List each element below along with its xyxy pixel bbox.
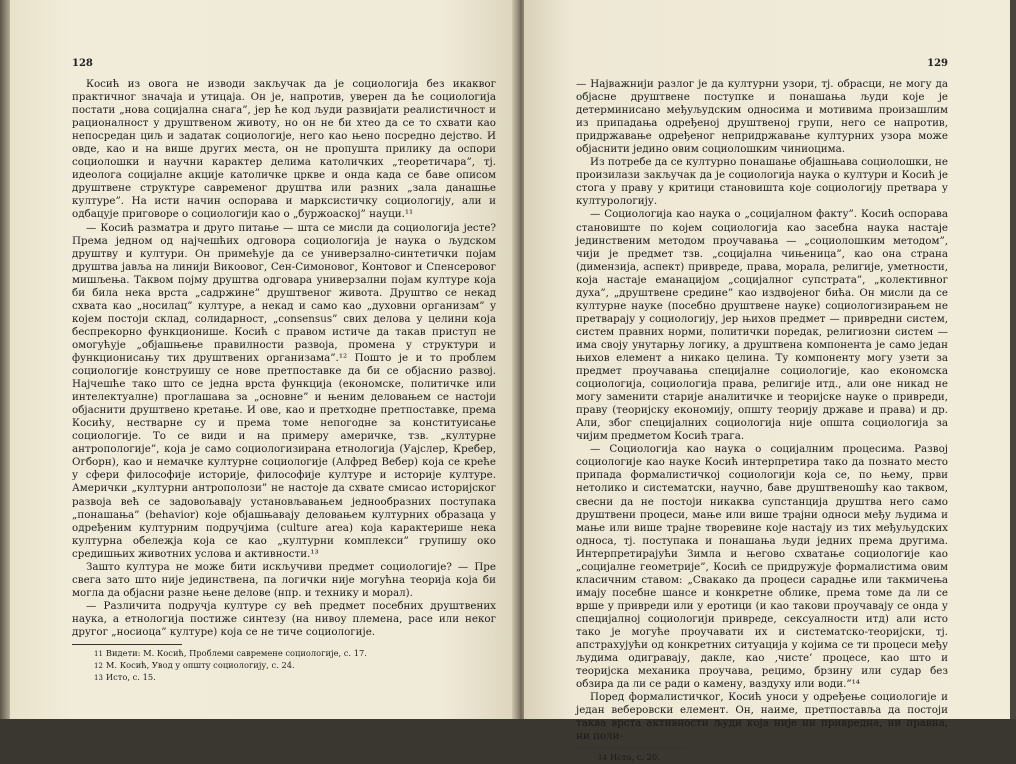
paragraph: — Социологија као наука о „социјалном факту”. Косић оспорава становиште по којем социологија као засебна наука настаје јединственим методом проучавања — „социолошким методом”, чији је предмет тзв. „социјална чињеница”, као она страна (димензија, аспект) привреде, права, морала, религије, уметности, која настаје еманацијом „социјалног супстрата”, „колективног духа”, „друштвене средине” као издвојеног бића. Он мисли да се културне науке (посебно друштвене науке) социологизирањем не претварају у социологију, јер њихов предмет — привредни систем, систем правних норми, политички поредак, религиозни систем — има своју унутарњу логику, а друштвена компонента је само један њихов елемент а никако целина. Ту компоненту могу узети за предмет проучавања специјалне социологије, као економска социологија, социологија права, религије итд., али оне никад не могу заменити старије аналитичке и теоријске науке о привреди, праву (теоријску економију, општу теорију државе и права) и др. Али, због специјалних социологија није општа социологија за чијим предметом Косић трага. xyxy=(576,208,948,443)
footnote-rule xyxy=(576,748,686,749)
paragraph: Косић из овога не изводи закључак да је социологија без икаквог практичног значаја и утицаја. Он је, напротив, уверен да ће социологија постати „нова социјална снага”, јер ће код људи развијати реалистичност и рационалност у друштвеном животу, но он не би хтео да се то схвати као непосредан циљ и задатак социологије, него као њено посредно дејство. И овде, као и на више других места, он не пропушта прилику да оспори социолошки и научни карактер делима католичких „теоретичара”, тј. идеолога социјалне акције католичке цркве и онда када се баве описом друштвене структуре савременог друштва или разних „зала данашње културе”. На исти начин оспорава и марксистичку социологију, али и одбацује приговоре о социологији као о „буржоаској” науци.¹¹ xyxy=(72,78,496,221)
footnote-mark: 12 xyxy=(94,662,103,671)
right-page-number: 129 xyxy=(927,58,948,69)
book-right-edge xyxy=(1010,0,1016,719)
paragraph: — Најважнији разлог је да културни узори, тј. обрасци, не могу да објасне друштвене поступке и понашања људи које је детерминисано међуљудским односима и мотивима произашлим из припадања одређеној друштвеној групи, него се напротив, придржавање одређеног непридржавање културних узора може објаснити једино овим социолошким чиниоцима. xyxy=(576,78,948,156)
footnote xyxy=(576,752,948,764)
left-page-number: 128 xyxy=(72,58,93,69)
footnote xyxy=(72,648,496,660)
footnote-text: Исто, с. 20. xyxy=(609,752,660,763)
paragraph: Поред формалистичког, Косић уноси у одређење социологије и један веберовски елемент. Он, наиме, претпоставља да постоји таква врста активности људи која није ни привредна, ни правна, ни поли- xyxy=(576,691,948,743)
paragraph: — Социологија као наука о социјалним процесима. Развој социологије као науке Косић интерпретира тако да познато место припада формалистичкој социологији која се, по њему, први нетолико и систематски, научно, баве друштвеношћу као таквом, свесни да не постоји никаква супстанција друштва него само друштвени процеси, мање или више трајни односи међу људима и мање или више трајне творевине које настају из тих међуљудских односа, тј. поступака и понашања људи једних према другима. Интерпретирајући Зимла и његово схватање социологије као „социјалне геометрије”, Косић се придружује формалистима овим класичним ставом: „Свакако да процеси сарадње или такмичења имају посебне шансе и конкретне облике, према томе да ли се врше у привреди или у еротици (и као такови проучавају се онда у специјалној социологији привреде, сексуалности итд) али исто тако је могуће проучавати их и систематско-теоријски, тј. апстрахујући од конкретних ситуација у којима се ти процеси међу људима одигравају, дакле, као ‚чисте’ процесе, као што и теоријска механика проучава, рецимо, брзину или судар без обзира да ли се ради о камену, ваздуху или води.”¹⁴ xyxy=(576,443,948,691)
paragraph: Из потребе да се културно понашање објашњава социолошки, не произилази закључак да је социологија наука о култури и Косић је стога у праву у критици становишта које социологију претвара у културологију. xyxy=(576,156,948,208)
footnote-text: Видети: М. Косић, Проблеми савремене социологије, с. 17. xyxy=(105,648,367,659)
footnote-text: Исто, с. 15. xyxy=(105,672,156,683)
paragraph: — Различита подручја културе су већ предмет посебних друштвених наука, а етнологија постиже синтезу (на нивоу племена, расе или неког другог „носиоца” културе) која се не тиче социологије. xyxy=(72,599,496,638)
footnote xyxy=(72,672,496,684)
paragraph: — Косић разматра и друго питање — шта се мисли да социологија јесте? Према једном од најчешћих одговора социологија је наука о људском друштву и култури. Он примећује да се универзално-синтетички појам друштва јавља на линији Викоовог, Сен-Симоновог, Контовог и Спенсеровог мишљења. Таквом појму друштва одговара универзални појам културе која би била нека врста „садржине” друштвеног живота. Друштво се некад схвата као „носилац” културе, а некад и само као „духовни организам” у којем постоји склад, солидарност, „consensus” свих делова у целини која беспрекорно функционише. Косић с правом истиче да такав приступ не омогућује „објашњење правилности развоја, промена у структури и функционисању тих друштвених организама”.¹² Пошто је и то проблем социологије конструишу се нове претпоставке да би се објаснио развој. Најчешће тако што се једна врста функција (економске, политичке или интелектуалне) проглашава за „основне” и њеним деловањем се настоји објаснити друштвено кретање. И ове, као и претходне претпоставке, према Косићу, нестварне су и према томе непогодне за конституисање социологије. То се види и на примеру америчке, тзв. „културне антропологије”, која је само социологизирана етнологија (Уајслер, Кребер, Огборн), као и немачке културне социологије (Алфред Вебер) која се креће у сфери философије историје, философије културе и историје културе. Амерички „културни антрополози” не настоје да схвате смисао историјског развоја већ се задовољавају установљавањем једнообразних поступака „понашања” (behavior) које објашњавају деловањем културних образаца у одређеним културним подручјима (culture area) која карактерише нека културна обележја која се као „културни комплекси” групишу око средишњих животних услова и активности.¹³ xyxy=(72,221,496,560)
right-page xyxy=(524,0,1012,763)
footnote xyxy=(72,660,496,672)
footnote-mark: 13 xyxy=(94,674,103,683)
left-page xyxy=(10,0,518,719)
paragraph: Зашто култура не може бити искључиви предмет социологије? — Пре свега зато што није јединствена, па логички није могућна теорија која би могла да објасни разне њене делове (нпр. и технику и морал). xyxy=(72,560,496,599)
footnote-rule xyxy=(72,644,182,645)
footnote-mark: 11 xyxy=(94,650,103,659)
footnote-text: М. Косић, Увод у општу социологију, с. 24. xyxy=(105,660,295,671)
footnote-mark: 14 xyxy=(598,754,607,763)
